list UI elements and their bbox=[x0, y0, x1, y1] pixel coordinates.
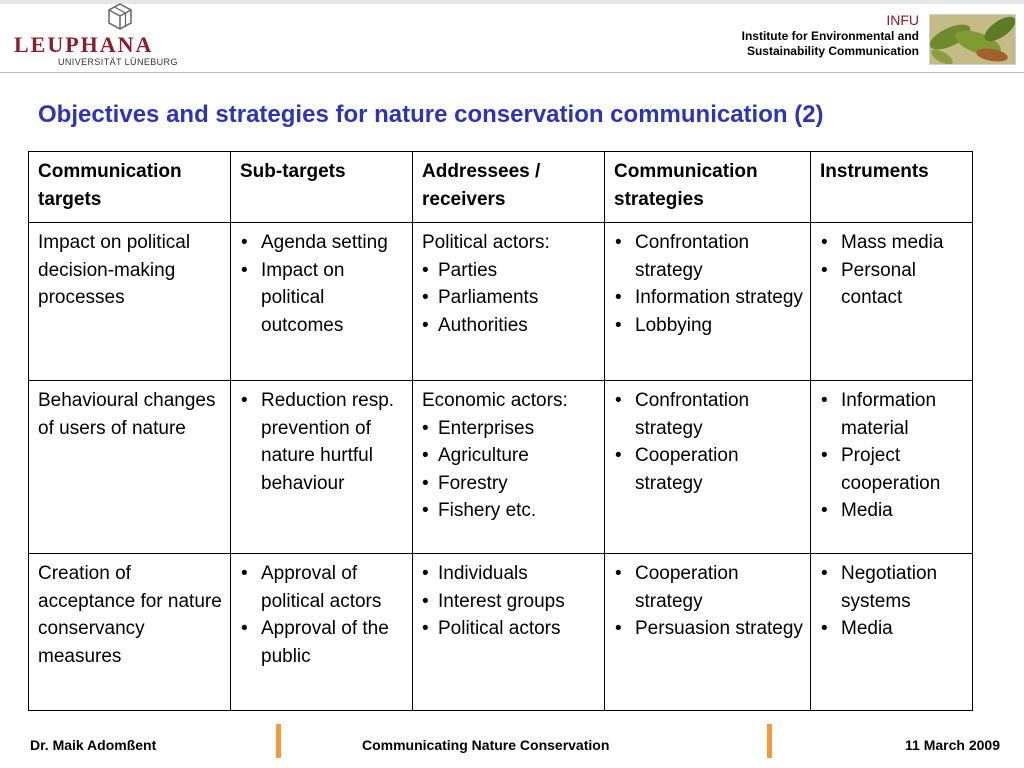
list-item: • Interest groups bbox=[422, 588, 604, 616]
addressees-cell bbox=[413, 554, 605, 711]
institute-block bbox=[742, 12, 919, 59]
leuphana-logo bbox=[12, 2, 232, 70]
list-item: • Approval of political actors bbox=[240, 560, 412, 615]
table-row bbox=[29, 223, 973, 381]
list-item: • Information strategy bbox=[614, 284, 810, 312]
leaf-photo bbox=[929, 14, 1016, 65]
list-item: • Agriculture bbox=[422, 442, 604, 470]
table-row bbox=[29, 381, 973, 554]
instruments-cell bbox=[811, 554, 973, 711]
target-cell: Impact on political decision-making processes bbox=[29, 223, 231, 381]
strategies-cell bbox=[605, 381, 811, 554]
list-item: • Parties bbox=[422, 257, 604, 285]
addressees-cell bbox=[413, 381, 605, 554]
instruments-cell bbox=[811, 223, 973, 381]
list-item: • Cooperation strategy bbox=[614, 560, 810, 615]
list-item: • Approval of the public bbox=[240, 615, 412, 670]
cube-logo-icon bbox=[106, 2, 134, 32]
list-item: • Media bbox=[820, 615, 972, 643]
list-item: • Personal contact bbox=[820, 257, 972, 312]
institute-name-line2: Sustainability Communication bbox=[746, 44, 919, 58]
header-cell: Addressees / receivers bbox=[413, 152, 605, 223]
list-item: • Parliaments bbox=[422, 284, 604, 312]
footer-author: Dr. Maik Adomßent bbox=[30, 737, 157, 753]
footer-divider bbox=[767, 724, 772, 758]
list-item: • Confrontation strategy bbox=[614, 229, 810, 284]
list-item: • Impact on political outcomes bbox=[240, 257, 412, 340]
subtargets-cell bbox=[231, 223, 413, 381]
list-item: • Individuals bbox=[422, 560, 604, 588]
addressees-intro: Political actors: bbox=[422, 232, 550, 253]
header-cell: Communication targets bbox=[29, 152, 231, 223]
subtargets-cell bbox=[231, 554, 413, 711]
list-item: • Negotiation systems bbox=[820, 560, 972, 615]
target-cell: Behavioural changes of users of nature bbox=[29, 381, 231, 554]
table-header-row bbox=[29, 152, 973, 223]
list-item: • Authorities bbox=[422, 312, 604, 340]
list-item: • Lobbying bbox=[614, 312, 810, 340]
logo-wordmark: LEUPHANA bbox=[14, 32, 154, 57]
list-item: • Confrontation strategy bbox=[614, 387, 810, 442]
footer bbox=[0, 724, 1024, 768]
header-cell: Sub-targets bbox=[231, 152, 413, 223]
list-item: • Persuasion strategy bbox=[614, 615, 810, 643]
footer-course-title: Communicating Nature Conservation bbox=[362, 737, 610, 753]
objectives-table bbox=[28, 151, 973, 711]
list-item: • Cooperation strategy bbox=[614, 442, 810, 497]
list-item: • Mass media bbox=[820, 229, 972, 257]
footer-date: 11 March 2009 bbox=[905, 737, 1000, 753]
list-item: • Political actors bbox=[422, 615, 604, 643]
list-item: • Enterprises bbox=[422, 415, 604, 443]
table-row bbox=[29, 554, 973, 711]
institute-name-line1: Institute for Environmental and bbox=[741, 29, 919, 43]
list-item: • Information material bbox=[820, 387, 972, 442]
addressees-intro: Economic actors: bbox=[422, 390, 568, 411]
list-item: • Project cooperation bbox=[820, 442, 972, 497]
header-cell: Communication strategies bbox=[605, 152, 811, 223]
logo-subtitle: UNIVERSITÄT LÜNEBURG bbox=[58, 57, 178, 67]
strategies-cell bbox=[605, 554, 811, 711]
strategies-cell bbox=[605, 223, 811, 381]
instruments-cell bbox=[811, 381, 973, 554]
header-cell: Instruments bbox=[811, 152, 973, 223]
list-item: • Agenda setting bbox=[240, 229, 412, 257]
footer-divider bbox=[276, 724, 281, 758]
subtargets-cell bbox=[231, 381, 413, 554]
list-item: • Media bbox=[820, 497, 972, 525]
addressees-cell bbox=[413, 223, 605, 381]
header-rule bbox=[0, 72, 1024, 73]
institute-short: INFU bbox=[886, 12, 919, 28]
target-cell: Creation of acceptance for nature conservancy measures bbox=[29, 554, 231, 711]
list-item: • Reduction resp. prevention of nature hurtful behaviour bbox=[240, 387, 412, 497]
page-title: Objectives and strategies for nature conservation communication (2) bbox=[38, 101, 824, 128]
list-item: • Fishery etc. bbox=[422, 497, 604, 525]
list-item: • Forestry bbox=[422, 470, 604, 498]
